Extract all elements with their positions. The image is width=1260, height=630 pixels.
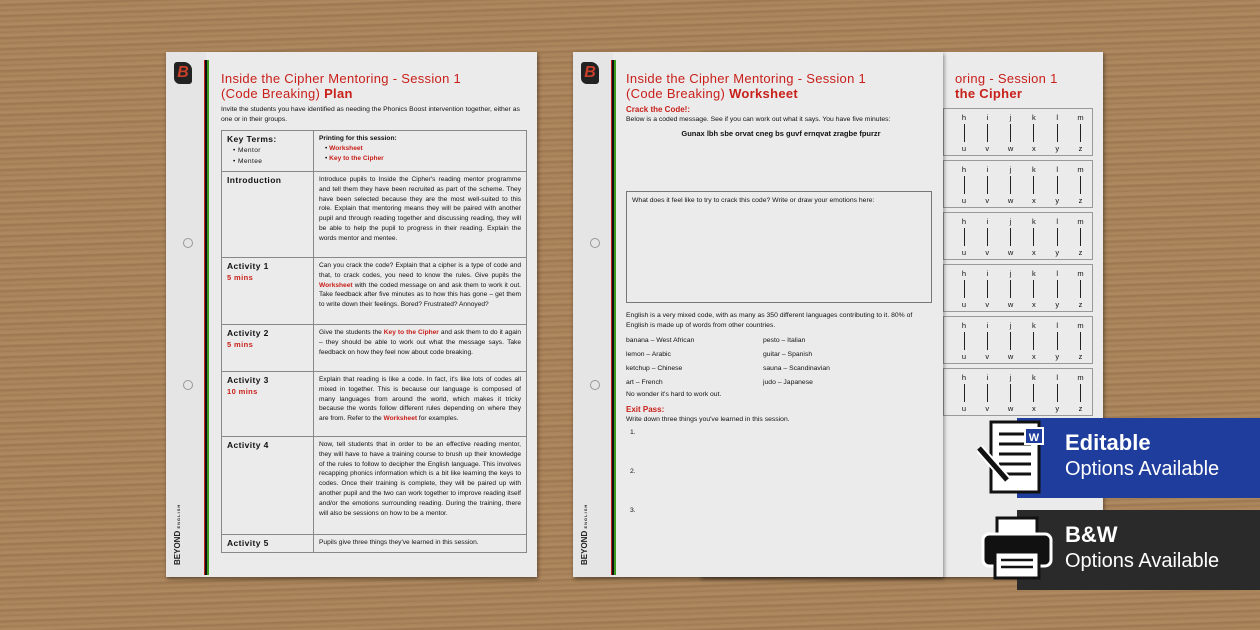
exit-item-2[interactable]: 2. [630, 468, 636, 475]
word-origins [626, 334, 936, 390]
key-pair: k x [1032, 373, 1036, 413]
row-text: Pupils give three things they've learned in this session. [314, 535, 527, 553]
plan-row [222, 437, 527, 535]
brand-wordmark: BEYOND ENGLISH [580, 503, 589, 565]
key-pair: h u [961, 165, 967, 205]
key-row [943, 108, 1093, 156]
arrow-icon [964, 228, 965, 246]
row-duration: 5 mins [227, 273, 254, 282]
arrow-icon [1033, 176, 1034, 194]
key-pair: j w [1007, 321, 1014, 361]
key-pair: k x [1032, 217, 1036, 257]
row-text: Now, tell students that in order to be an effective reading mentor, they will have to have a training course to brush up their knowledge of the rules to follow to decipher the English language. This involves recapping phonics information which is a bit like learning the keys to codes. Once their training is complete, they will be paired up with another pupil and the two can work together to improve reading itself and/or the emotions surrounding reading. During the training, there will also be sessions on how to be a mentor. [314, 437, 527, 535]
arrow-icon [1010, 280, 1011, 298]
arrow-icon [1080, 124, 1081, 142]
word-document-edit-icon [977, 420, 1059, 496]
row-label: Activity 4 [227, 440, 269, 450]
key-to-cipher-link[interactable]: Key to the Cipher [329, 154, 384, 162]
key-pair: m z [1077, 373, 1084, 413]
exit-item-3[interactable]: 3. [630, 507, 636, 514]
exit-pass-heading: Exit Pass: [626, 405, 665, 414]
row-text: Give the students the Key to the Cipher and ask them to do it again – they should be able to work out what the message says. Take feedback on how they feel now about code breaking. [314, 325, 527, 372]
row-label: Activity 5 [227, 538, 269, 548]
resource-link[interactable]: Key to the Cipher [383, 329, 439, 336]
key-row [943, 264, 1093, 312]
worksheet-title: Inside the Cipher Mentoring - Session 1 (Code Breaking) Worksheet [626, 71, 867, 101]
key-pair: m z [1077, 165, 1084, 205]
arrow-icon [964, 176, 965, 194]
crack-heading: Crack the Code!: [626, 105, 691, 114]
plan-page [166, 52, 537, 577]
no-wonder-text: No wonder it's hard to work out. [626, 391, 722, 398]
key-pair: m z [1077, 269, 1084, 309]
punch-hole [183, 238, 193, 248]
arrow-icon [1033, 332, 1034, 350]
arrow-icon [987, 384, 988, 402]
key-pair: h u [961, 373, 967, 413]
key-pair: k x [1032, 165, 1036, 205]
plan-row [222, 172, 527, 258]
arrow-icon [1080, 228, 1081, 246]
row-text: Introduce pupils to Inside the Cipher's reading mentor programme and tell them they have been recruited as part of the scheme. They have been selected because they are the most well-suited to this role. Explain that mentoring means they will be paired with another pupil and through reading together and discussing reading, they will be able to help the pupil to progress in their reading. Explain the words mentor and mentee. [314, 172, 527, 258]
key-pair: i v [985, 269, 990, 309]
decorative-lines [204, 60, 209, 575]
resource-link[interactable]: Worksheet [319, 281, 353, 289]
beyond-logo: B [581, 62, 599, 84]
arrow-icon [1010, 228, 1011, 246]
printer-icon [981, 516, 1053, 582]
arrow-icon [987, 124, 988, 142]
arrow-icon [1057, 176, 1058, 194]
key-pair: i v [985, 373, 990, 413]
arrow-icon [1057, 124, 1058, 142]
arrow-icon [1010, 176, 1011, 194]
word-origin: lemon – Arabic [626, 351, 671, 358]
resource-link[interactable]: Worksheet [383, 415, 418, 423]
arrow-icon [987, 228, 988, 246]
key-pair: m z [1077, 217, 1084, 257]
arrow-icon [1033, 124, 1034, 142]
word-origin: art – French [626, 379, 663, 386]
arrow-icon [1080, 384, 1081, 402]
arrow-icon [964, 384, 965, 402]
arrow-icon [964, 124, 965, 142]
arrow-icon [1057, 384, 1058, 402]
arrow-icon [1033, 280, 1034, 298]
key-row [943, 316, 1093, 364]
svg-text:W: W [1028, 432, 1040, 444]
key-pair: i v [985, 321, 990, 361]
worksheet-page [573, 52, 943, 577]
crack-text: Below is a coded message. See if you can work out what it says. You have five minutes: [626, 116, 891, 123]
key-pair: j w [1007, 373, 1014, 413]
key-pair: j w [1007, 165, 1014, 205]
key-pair: k x [1032, 113, 1036, 153]
arrow-icon [1057, 228, 1058, 246]
row-text: Explain that reading is like a code. In fact, it's like lots of codes all mixed in together. This is because our language is composed of many languages from around the world, which makes it tricky because the words follow different rules depending on where they are from. Refer to the Worksheet for examples. [314, 372, 527, 437]
arrow-icon [1010, 384, 1011, 402]
key-row [943, 212, 1093, 260]
arrow-icon [987, 280, 988, 298]
plan-title: Inside the Cipher Mentoring - Session 1 (Code Breaking) Plan [221, 71, 462, 101]
emotions-box[interactable]: What does it feel like to try to crack this code? Write or draw your emotions here: [626, 191, 932, 303]
word-origin: ketchup – Chinese [626, 365, 683, 372]
arrow-icon [1033, 384, 1034, 402]
exit-pass-text: Write down three things you've learned in this session. [626, 416, 790, 423]
plan-row [222, 372, 527, 437]
punch-hole [183, 380, 193, 390]
word-origin: banana – West African [626, 337, 695, 344]
bw-options-badge[interactable]: B&W Options Available [1017, 510, 1260, 590]
word-origin: pesto – Italian [763, 337, 806, 344]
arrow-icon [1010, 124, 1011, 142]
key-pair: i v [985, 113, 990, 153]
row-label: Introduction [227, 175, 282, 185]
decorative-lines [611, 60, 616, 575]
punch-hole [590, 238, 600, 248]
plan-intro: Invite the students you have identified as needing the Phonics Boost intervention together, either as one or in their groups. [221, 106, 520, 123]
key-pair: h u [961, 269, 967, 309]
key-title: oring - Session 1 the Cipher [955, 71, 1058, 101]
arrow-icon [1010, 332, 1011, 350]
row-label: Activity 1 [227, 261, 269, 271]
key-pair: l y [1055, 165, 1060, 205]
key-pair: l y [1055, 269, 1060, 309]
worksheet-link[interactable]: Worksheet [329, 144, 363, 152]
editable-options-badge[interactable]: W Editable Options Available [1017, 418, 1260, 498]
key-pair: l y [1055, 321, 1060, 361]
key-pair: h u [961, 321, 967, 361]
punch-hole [590, 380, 600, 390]
arrow-icon [1080, 176, 1081, 194]
word-origin: guitar – Spanish [763, 351, 813, 358]
brand-wordmark: BEYOND ENGLISH [173, 503, 182, 565]
plan-row [222, 535, 527, 553]
plan-row [222, 325, 527, 372]
coded-message: Gunax lbh sbe orvat cneg bs guvf ernqvat zragbe fpurzr [681, 129, 881, 138]
key-pair: l y [1055, 217, 1060, 257]
mixed-code-text: English is a very mixed code, with as many as 350 different languages contributing to it. 80% of English is made up of words from other countries. [626, 312, 913, 329]
key-pair: l y [1055, 113, 1060, 153]
key-pair: j w [1007, 217, 1014, 257]
key-pair: m z [1077, 321, 1084, 361]
arrow-icon [964, 332, 965, 350]
arrow-icon [1080, 332, 1081, 350]
plan-table: Key Terms: • Mentor • Mentee Printing for this session: • Worksheet • Key to the Cipher Introduction Introduce pupils to Inside the Cipher's reading mentor programme and tell them they have been recruited as part of the scheme. They have been selected because they are the most well-suited to this role. Explain that mentoring means they will be paired with another pupil and through reading together and discussing reading, they will be able to help the pupil to progress in their reading. Explain the words mentor and mentee. Activity 1 5 mins Can you crack the code? Explain that a cipher is a type of code and that, to crack codes, you need to know the rules. Give pupils the Worksheet with the coded message on and ask them to work it out. Take feedback after five minutes as to how this has gone – get them to write down their feelings. Bored? Frustrated? Annoyed? Activity 2 5 mins Give the students the Key to the Cipher and ask them to do it again – they should be able to work out what the message says. Take feedback on how they feel now about code breaking. Activity 3 10 mins Explain that reading is like a code. In fact, it's like lots of codes all mixed in together. This is because our language is composed of many languages from around the world, which makes it tricky because the words follow different rules depending on where they are from. Refer to the Worksheet for examples. Activity 4 Now, tell students that in order to be an effective reading mentor, they will have to have a training course to brush up their knowledge of the rules to follow to decipher the English language. This involves recapping phonics information which is a bit like learning the keys to codes. Once their training is complete, they will be paired up with another pupil and the two can work together to improve reading itself and/or the emotions surrounding reading. During the training, there will also be sessions on how to be a mentor. Activity 5 Pupils give three things they've learned in this session. [221, 130, 527, 553]
beyond-logo: B [174, 62, 192, 84]
word-origin: sauna – Scandinavian [763, 365, 830, 372]
row-text: Can you crack the code? Explain that a cipher is a type of code and that, to crack codes, you need to know the rules. Give pupils the Worksheet with the coded message on and ask them to work it out. Take feedback after five minutes as to how this has gone – get them to write down their feelings. Bored? Frustrated? Annoyed? [314, 258, 527, 325]
key-pair: j w [1007, 269, 1014, 309]
arrow-icon [1033, 228, 1034, 246]
arrow-icon [987, 332, 988, 350]
arrow-icon [964, 280, 965, 298]
exit-item-1[interactable]: 1. [630, 429, 636, 436]
arrow-icon [1057, 280, 1058, 298]
word-origin: judo – Japanese [763, 379, 813, 386]
key-pair: l y [1055, 373, 1060, 413]
key-pair: k x [1032, 321, 1036, 361]
plan-row [222, 258, 527, 325]
key-pair: i v [985, 165, 990, 205]
row-duration: 5 mins [227, 340, 254, 349]
key-pair: k x [1032, 269, 1036, 309]
arrow-icon [1057, 332, 1058, 350]
key-pair: i v [985, 217, 990, 257]
key-row [943, 368, 1093, 416]
row-label: Activity 2 [227, 328, 269, 338]
arrow-icon [1080, 280, 1081, 298]
key-pair: j w [1007, 113, 1014, 153]
key-pair: h u [961, 217, 967, 257]
key-pair: m z [1077, 113, 1084, 153]
key-pair: h u [961, 113, 967, 153]
arrow-icon [987, 176, 988, 194]
key-row [943, 160, 1093, 208]
row-duration: 10 mins [227, 387, 258, 396]
row-label: Activity 3 [227, 375, 269, 385]
